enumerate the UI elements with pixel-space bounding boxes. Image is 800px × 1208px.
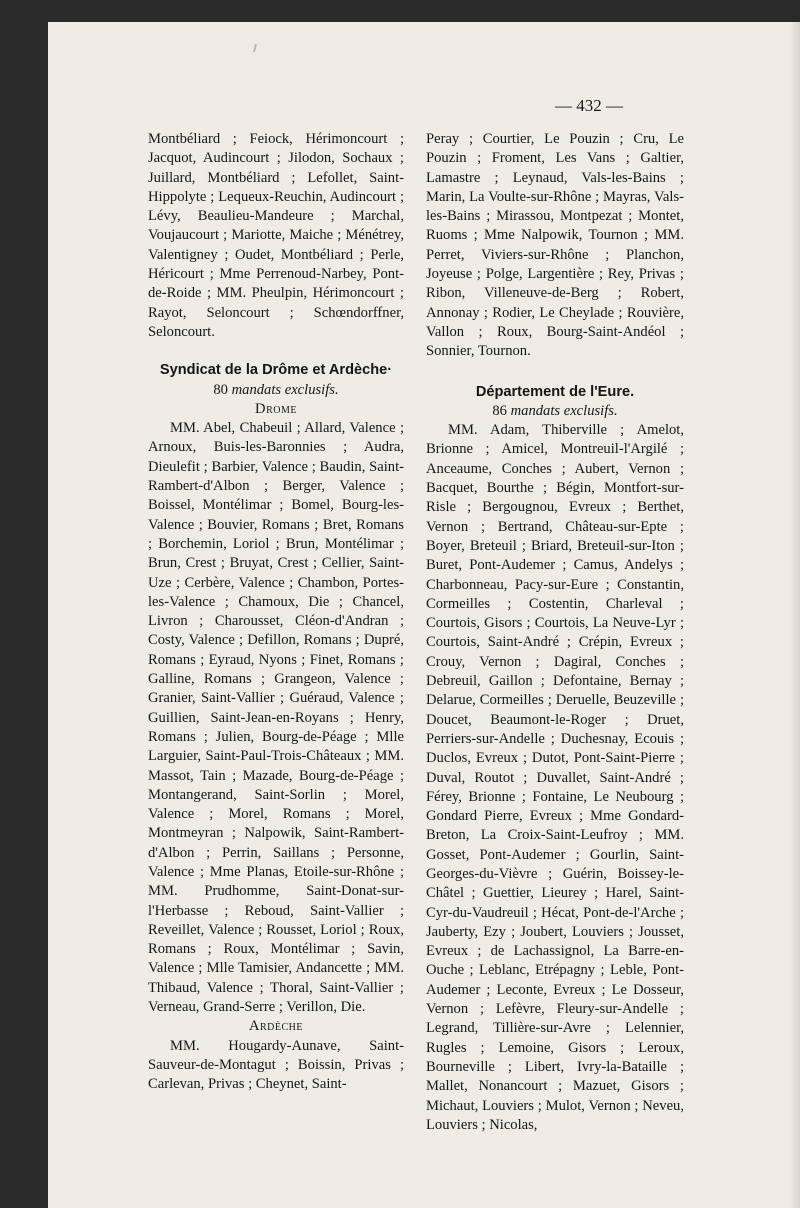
right-column (426, 130, 684, 1135)
mandates-label: mandats exclusifs. (231, 381, 339, 398)
ardeche-continued-paragraph: Peray ; Courtier, Le Pouzin ; Cru, Le Pouzin ; Froment, Les Vans ; Galtier, Lamastre ; Leynaud, Vals-les-Bains ; Marin, La Voulte-sur-Rhône ; Mayras, Vals-les-Bains ; Mirassou, Montpezat ; Montet, Ruoms ; Mme Nalpowik, Tournon ; MM. Perret, Viviers-sur-Rhône ; Planchon, Joyeuse ; Polge, Largentière ; Rey, Privas ; Ribon, Villeneuve-de-Berg ; Robert, Annonay ; Rodier, Le Cheylade ; Rouvière, Vallon ; Roux, Bourg-Saint-Andéol ; Sonnier, Tournon. (426, 131, 684, 360)
eure-members-paragraph: MM. Adam, Thiberville ; Amelot, Brionne ; Amicel, Montreuil-l'Argilé ; Anceaume, Conches ; Aubert, Vernon ; Bacquet, Bourthe ; Bégin, Montfort-sur-Risle ; Bergougnou, Evreux ; Berthet, Vernon ; Bertrand, Château-sur-Epte ; Boyer, Breteuil ; Briard, Breteuil-sur-Iton ; Buret, Pont-Audemer ; Camus, Andelys ; Charbonneau, Pacy-sur-Eure ; Constantin, Cormeilles ; Costentin, Charleval ; Courtois, Gisors ; Courtois, La Neuve-Lyr ; Courtois, Saint-André ; Crépin, Evreux ; Crouy, Vernon ; Dagiral, Conches ; Debreuil, Gaillon ; Defontaine, Bernay ; Delarue, Cormeilles ; Deruelle, Beuzeville ; Doucet, Beaumont-le-Roger ; Druet, Perriers-sur-Andelle ; Duchesnay, Ecouis ; Duclos, Evreux ; Dutot, Pont-Saint-Pierre ; Duval, Routot ; Duvallet, Saint-André ; Férey, Brionne ; Fontaine, Le Neubourg ; Gondard Pierre, Evreux ; Mme Gondard-Breton, La Croix-Saint-Leufroy ; MM. Gosset, Pont-Audemer ; Gourlin, Saint-Georges-du-Vièvre ; Guérin, Boissey-le-Châtel ; Guettier, Lieurey ; Harel, Saint-Cyr-du-Vaudreuil ; Hécat, Pont-de-l'Arche ; Jauberty, Ezy ; Joubert, Louviers ; Jousset, Evreux ; de Lachassignol, La Barre-en-Ouche ; Leblanc, Etrépagny ; Leble, Pont-Audemer ; Leconte, Evreux ; Le Dosseur, Vernon ; Lefèvre, Fleury-sur-Andelle ; Legrand, Tillière-sur-Avre ; Lelennier, Rugles ; Lemoine, Gisors ; Leroux, Bourneville ; Libert, Ivry-la-Bataille ; Mallet, Nonancourt ; Mazuet, Gisors ; Michaut, Louviers ; Mulot, Vernon ; Neveu, Louviers ; Nicolas, (426, 422, 684, 1133)
section-heading-drome-ardeche: Syndicat de la Drôme et Ardèche· (159, 362, 393, 379)
page-number: — 432 — (555, 96, 623, 115)
region-heading-ardeche: Ardèche (248, 1018, 304, 1035)
section-mandates-drome-ardeche (148, 381, 404, 400)
intro-paragraph: Montbéliard ; Feiock, Hérimoncourt ; Jacquot, Audincourt ; Jilodon, Sochaux ; Juillard, Montbéliard ; Lefollet, Saint-Hippolyte ; Lequeux-Reuchin, Audincourt ; Lévy, Beaulieu-Mandeure ; Marchal, Voujaucourt ; Mariotte, Maiche ; Ménétrey, Valentigney ; Oudet, Montbéliard ; Perle, Héricourt ; Mme Perrenoud-Narbey, Pont-de-Roide ; MM. Pheulpin, Hérimoncourt ; Rayot, Seloncourt ; Schœndorffner, Seloncourt. (148, 131, 404, 340)
left-column (148, 130, 404, 1095)
mandates-number: 86 (492, 402, 507, 419)
document-page (48, 22, 800, 1208)
mandates-number: 80 (213, 381, 228, 398)
mandates-label: mandats exclusifs. (510, 402, 618, 419)
ink-mark (253, 44, 257, 52)
page-edge-shadow (790, 22, 800, 1208)
ardeche-members-paragraph: MM. Hougardy-Aunave, Saint-Sauveur-de-Montagut ; Boissin, Privas ; Carlevan, Privas ; Cheynet, Saint- (148, 1037, 404, 1093)
drome-members-paragraph: MM. Abel, Chabeuil ; Allard, Valence ; Arnoux, Buis-les-Baronnies ; Audra, Dieulefit ; Barbier, Valence ; Baudin, Saint-Rambert-d'Albon ; Berger, Valence ; Boissel, Montélimar ; Bomel, Bourg-les-Valence ; Bouvier, Romans ; Bret, Romans ; Borchemin, Loriol ; Brun, Montélimar ; Brun, Crest ; Bruyat, Crest ; Cellier, Saint-Uze ; Cerbère, Valence ; Chambon, Portes-les-Valence ; Chamoux, Die ; Chancel, Livron ; Charousset, Cléon-d'Andran ; Costy, Valence ; Defillon, Romans ; Dupré, Romans ; Eyraud, Nyons ; Finet, Romans ; Galline, Romans ; Grangeon, Valence ; Granier, Saint-Vallier ; Guéraud, Valence ; Guillien, Saint-Jean-en-Royans ; Henry, Romans ; Julien, Bourg-de-Péage ; Mlle Larguier, Saint-Paul-Trois-Châteaux ; MM. Massot, Tain ; Mazade, Bourg-de-Péage ; Montangerand, Saint-Sorlin ; Morel, Valence ; Morel, Romans ; Morel, Montmeyran ; Nalpowik, Saint-Rambert-d'Albon ; Perrin, Saillans ; Personne, Valence ; Mme Planas, Etoile-sur-Rhône ; MM. Prudhomme, Saint-Donat-sur-l'Herbasse ; Reboud, Saint-Vallier ; Reveillet, Valence ; Rousset, Loriol ; Roux, Romans ; Roux, Montélimar ; Savin, Valence ; Mlle Tamisier, Andancette ; MM. Thibaud, Valence ; Thoral, Saint-Vallier ; Verneau, Grand-Serre ; Verillon, Die. (148, 420, 404, 1016)
section-mandates-eure (426, 402, 684, 421)
region-heading-drome: Drome (255, 400, 297, 417)
section-heading-eure: Département de l'Eure. (475, 383, 635, 400)
